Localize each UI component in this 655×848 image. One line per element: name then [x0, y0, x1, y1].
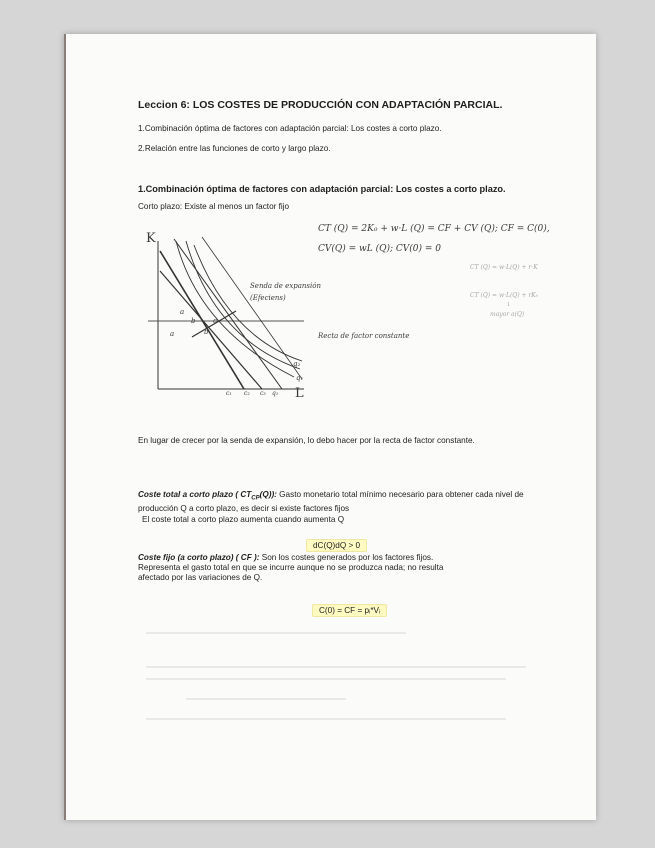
isoquant-graph: [144, 229, 324, 409]
axis-l-label: L: [295, 386, 304, 401]
section-heading: 1.Combinación óptima de factores con adaptación parcial: Los costes a corto plazo.: [138, 184, 506, 194]
bleed-through-line: [146, 666, 526, 668]
graph-label-q1: q₁: [296, 374, 304, 382]
expansion-paragraph: En lugar de crecer por la senda de expansión, lo debo hacer por la recta de factor constante.: [138, 436, 475, 445]
bleed-through-line: [146, 718, 506, 720]
derivative-condition: dC(Q)dQ > 0: [306, 541, 367, 550]
cf-description: Representa el gasto total en que se incurre aunque no se produzca nada; no resulta afectado por las variaciones de Q.: [138, 563, 444, 582]
bleed-through-line: [146, 632, 406, 634]
faint-note-2: CT (Q) = w·L(Q) + rK₀: [470, 292, 539, 299]
faint-note-3: ↓: [506, 301, 512, 308]
handwritten-recta: Recta de factor constante: [318, 332, 410, 340]
graph-label-q1b: q₁: [272, 390, 279, 397]
graph-label-a: a: [180, 308, 185, 316]
ct-definition: Coste total a corto plazo ( $CT_{CP}(Q)$): Gasto monetario total mínimo necesario para obtener cada nivel de producción Q a corto plazo, es decir si existe factores fijos: [138, 490, 524, 513]
ct-increase-note: El coste total a corto plazo aumenta cuando aumenta Q: [142, 515, 345, 524]
handwritten-senda-paren: (Efeciens): [250, 294, 286, 302]
index-item-1: 1.Combinación óptima de factores con adaptación parcial: Los costes a corto plazo.: [138, 124, 442, 133]
lesson-title: Leccion 6: LOS COSTES DE PRODUCCIÓN CON ADAPTACIÓN PARCIAL.: [138, 99, 503, 111]
graph-label-a2: a: [170, 330, 175, 338]
short-run-intro: Corto plazo: Existe al menos un factor fijo: [138, 202, 290, 211]
graph-label-c3: c₃: [260, 390, 266, 397]
graph-label-b2: b: [204, 328, 209, 336]
handwritten-eq1: CT (Q) = 2K₀ + w·L (Q) = CF + CV (Q); CF = C(0),: [318, 224, 550, 234]
graph-label-c2: c₂: [244, 390, 250, 397]
graph-label-c: c: [213, 317, 217, 325]
document-page: [64, 34, 596, 820]
graph-label-b: b: [191, 317, 196, 325]
bleed-through-line: [146, 678, 506, 680]
index-item-2: 2.Relación entre las funciones de corto y largo plazo.: [138, 144, 331, 153]
graph-label-c1: c₁: [226, 390, 232, 397]
axis-k-label: K: [146, 231, 156, 246]
cf-formula: C(0) = CF = pᵢ*Vᵢ: [312, 606, 387, 615]
handwritten-senda: Senda de expansión: [250, 282, 321, 290]
graph-label-q2: q₂: [293, 360, 301, 368]
bleed-through-line: [186, 698, 346, 700]
faint-note-1: CT (Q) = w·L(Q) + r·K: [470, 264, 538, 271]
cf-definition: Coste fijo (a corto plazo) ( CF ): Son los costes generados por los factores fijos.: [138, 553, 434, 562]
faint-note-4: mayor a(Q): [490, 311, 525, 318]
handwritten-eq2: CV(Q) = wL (Q); CV(0) = 0: [318, 244, 442, 254]
